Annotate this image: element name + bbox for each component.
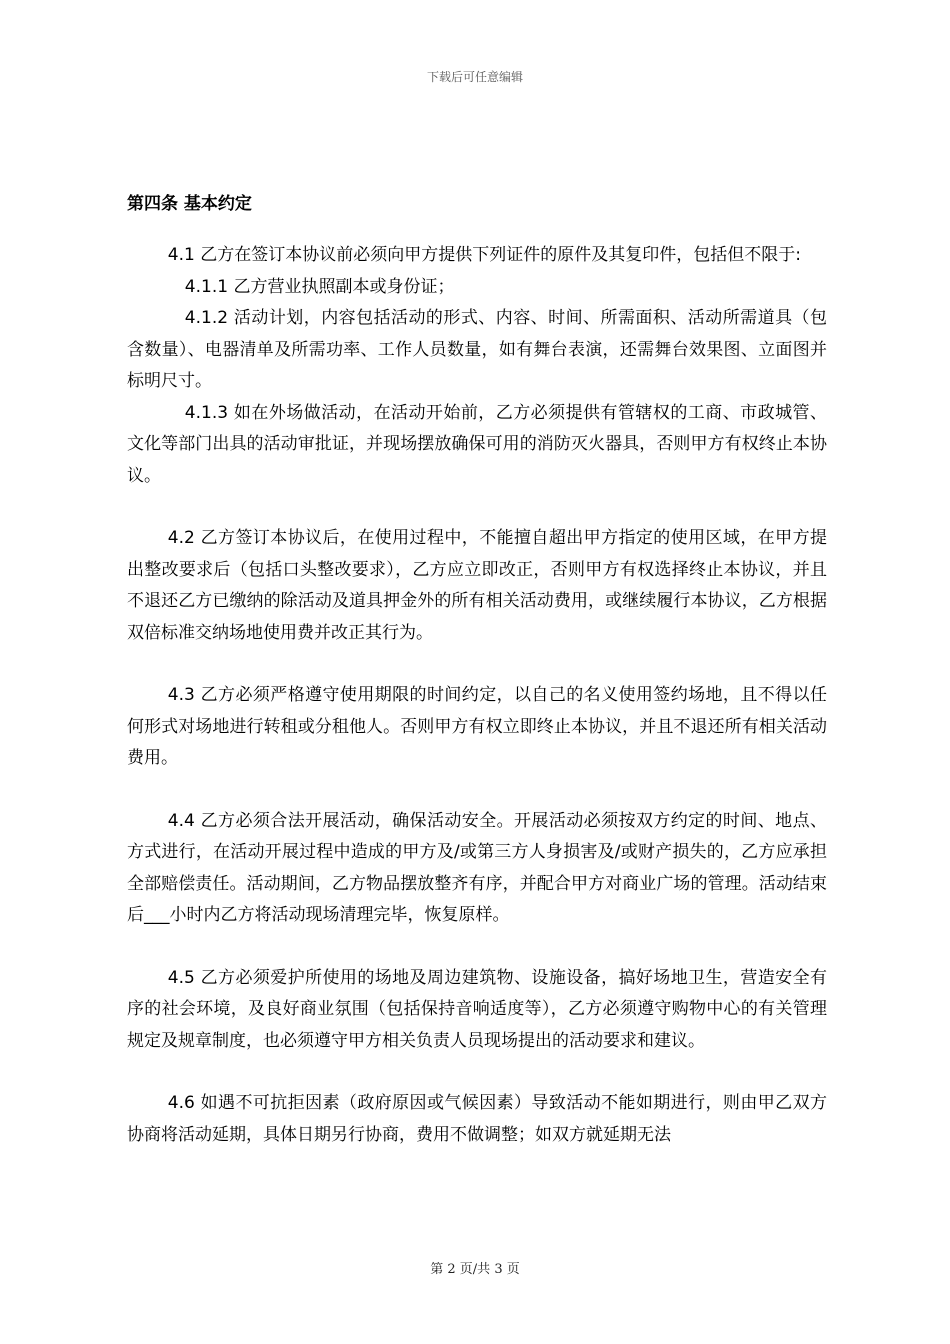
page-header: 下载后可任意编辑 <box>426 70 523 84</box>
clause-4-4: 4.4 乙方必须合法开展活动，确保活动安全。开展活动必须按双方约定的时间、地点、方式进行，在活动开展过程中造成的甲方及/或第三方人身损害及/或财产损失的，乙方应承担全部赔偿责任。活动期间，乙方物品摆放整齐有序，并配合甲方对商业广场的管理。活动结束后___小时内乙方将活动现场清理完毕，恢复原样。 <box>127 810 827 925</box>
clause-4-6: 4.6 如遇不可抗拒因素（政府原因或气候因素）导致活动不能如期进行，则由甲乙双方协商将活动延期，具体日期另行协商，费用不做调整；如双方就延期无法 <box>127 1093 827 1145</box>
document-body <box>127 190 827 1151</box>
clause-4-1-1: 4.1.1 乙方营业执照副本或身份证； <box>184 276 455 297</box>
clause-4-3: 4.3 乙方必须严格遵守使用期限的时间约定，以自己的名义使用签约场地，且不得以任何形式对场地进行转租或分租他人。否则甲方有权立即终止本协议，并且不退还所有相关活动费用。 <box>127 685 827 768</box>
section-title: 第四条 基本约定 <box>127 194 252 214</box>
page-footer: 第 2 页/共 3 页 <box>430 1262 520 1277</box>
clause-4-1-2: 4.1.2 活动计划，内容包括活动的形式、内容、时间、所需面积、活动所需道具（包含数量）、电器清单及所需功率、工作人员数量，如有舞台表演，还需舞台效果图、立面图并标明尺寸。 <box>127 308 827 391</box>
clause-4-1-3: 4.1.3 如在外场做活动，在活动开始前，乙方必须提供有管辖权的工商、市政城管、文化等部门出具的活动审批证，并现场摆放确保可用的消防灭火器具，否则甲方有权终止本协议。 <box>127 402 827 486</box>
clause-4-1: 4.1 乙方在签订本协议前必须向甲方提供下列证件的原件及其复印件，包括但不限于: <box>167 245 801 265</box>
clause-4-2: 4.2 乙方签订本协议后，在使用过程中，不能擅自超出甲方指定的使用区域，在甲方提出整改要求后（包括口头整改要求），乙方应立即改正，否则甲方有权选择终止本协议，并且不退还乙方已缴纳的除活动及道具押金外的所有相关活动费用，或继续履行本协议，乙方根据双倍标准交纳场地使用费并改正其行为。 <box>127 528 827 643</box>
clause-4-5: 4.5 乙方必须爱护所使用的场地及周边建筑物、设施设备，搞好场地卫生，营造安全有序的社会环境，及良好商业氛围（包括保持音响适度等），乙方必须遵守购物中心的有关管理规定及规章制度，也必须遵守甲方相关负责人员现场提出的活动要求和建议。 <box>127 967 827 1051</box>
